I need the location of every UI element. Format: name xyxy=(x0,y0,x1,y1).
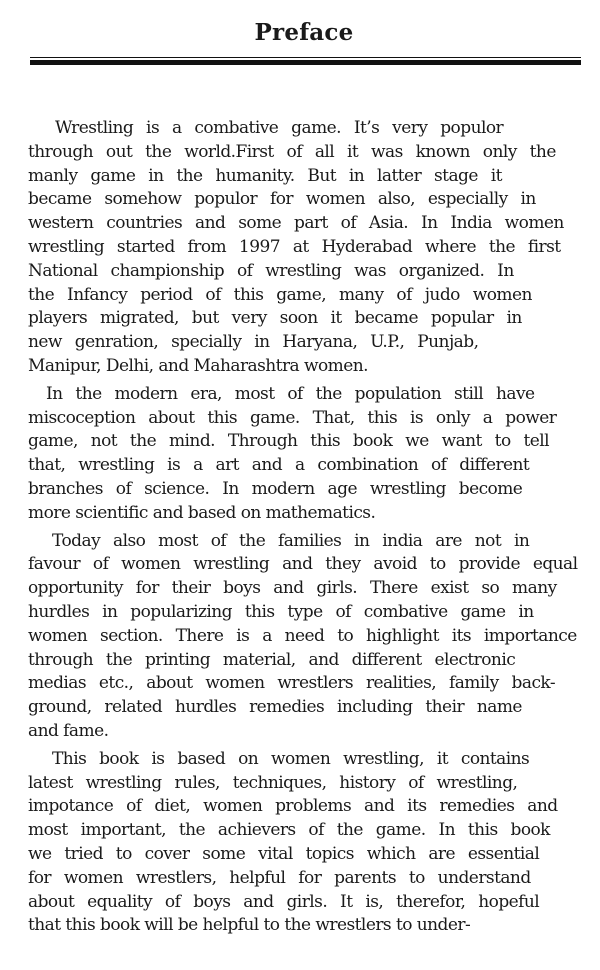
text-line: through the printing material, and different electronic xyxy=(28,649,516,670)
paragraph-2 xyxy=(28,383,578,526)
text-line: latest wrestling rules, techniques, history of wrestling, xyxy=(28,772,518,793)
text-line: that, wrestling is a art and a combination of different xyxy=(28,455,530,476)
text-line: women section. There is a need to highlight its importance xyxy=(28,625,577,646)
text-line: Today also most of the families in india are not in xyxy=(52,530,530,551)
text-line: manly game in the humanity. But in latter stage it xyxy=(28,165,502,186)
paragraph-1 xyxy=(28,117,578,379)
paragraph-3 xyxy=(28,530,578,744)
text-line: favour of women wrestling and they avoid to provide equal xyxy=(28,554,578,575)
text-line: Manipur, Delhi, and Maharashtra women. xyxy=(28,355,368,376)
text-line: National championship of wrestling was organized. In xyxy=(28,260,514,281)
text-line: Wrestling is a combative game. It’s very populor xyxy=(55,118,504,138)
text-line: medias etc., about women wrestlers realities, family back- xyxy=(28,673,556,694)
text-line: western countries and some part of Asia. In India women xyxy=(28,213,564,234)
text-line: branches of science. In modern age wrestling become xyxy=(28,478,523,499)
text-line: we tried to cover some vital topics which are essential xyxy=(28,843,540,864)
text-line: ground, related hurdles remedies including their name xyxy=(28,697,522,718)
preface-body xyxy=(28,117,578,938)
text-line: for women wrestlers, helpful for parents to understand xyxy=(28,867,531,888)
text-line: In the modern era, most of the population still have xyxy=(46,383,535,404)
text-line: and fame. xyxy=(28,720,109,741)
text-line: most important, the achievers of the game. In this book xyxy=(28,820,550,841)
text-line: more scientific and based on mathematics. xyxy=(28,502,376,523)
text-line: hurdles in popularizing this type of combative game in xyxy=(28,601,534,622)
text-line: This book is based on women wrestling, it contains xyxy=(52,748,530,769)
text-line: the Infancy period of this game, many of judo women xyxy=(28,284,532,305)
title-rule-thick xyxy=(30,60,581,65)
text-line: about equality of boys and girls. It is, therefor, hopeful xyxy=(28,891,540,912)
text-line: became somehow populor for women also, especially in xyxy=(28,189,536,210)
text-line: players migrated, but very soon it became popular in xyxy=(28,308,522,329)
title-rule-thin xyxy=(30,57,581,58)
text-line: opportunity for their boys and girls. There exist so many xyxy=(28,578,557,599)
text-line: that this book will be helpful to the wrestlers to under- xyxy=(28,915,471,936)
text-line: impotance of diet, women problems and its remedies and xyxy=(28,796,558,817)
text-line: new genration, specially in Haryana, U.P., Punjab, xyxy=(28,332,479,353)
text-line: game, not the mind. Through this book we want to tell xyxy=(28,431,550,452)
paragraph-4 xyxy=(28,748,578,938)
text-line: through out the world.First of all it was known only the xyxy=(28,141,556,162)
text-line: miscoception about this game. That, this is only a power xyxy=(28,407,557,428)
page-title: Preface xyxy=(254,19,354,46)
text-line: wrestling started from 1997 at Hyderabad where the first xyxy=(28,236,561,257)
